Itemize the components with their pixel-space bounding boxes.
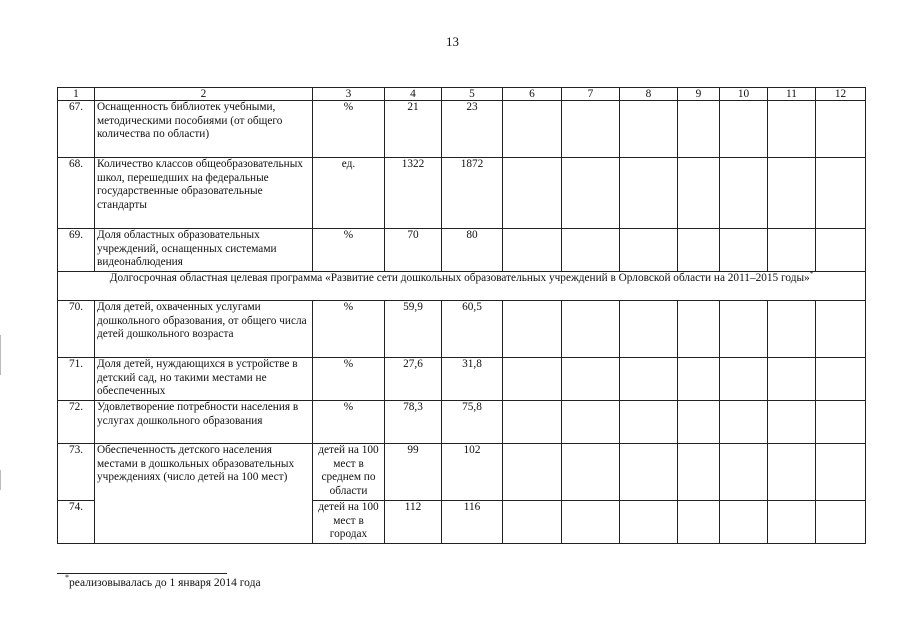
- empty-cell: [562, 501, 620, 544]
- table-row: [58, 301, 866, 358]
- empty-cell: [620, 101, 678, 158]
- empty-cell: [720, 444, 768, 501]
- empty-cell: [562, 101, 620, 158]
- value-col-4: 112: [385, 501, 442, 544]
- empty-cell: [768, 301, 816, 358]
- empty-cell: [816, 101, 866, 158]
- column-header: 2: [95, 88, 313, 101]
- empty-cell: [562, 229, 620, 272]
- indicator-name: Оснащенность библиотек учебными, методическими пособиями (от общего количества по области): [95, 101, 313, 158]
- column-header: 8: [620, 88, 678, 101]
- empty-cell: [503, 401, 562, 444]
- empty-cell: [816, 229, 866, 272]
- empty-cell: [768, 401, 816, 444]
- empty-cell: [768, 358, 816, 401]
- value-col-5: 116: [442, 501, 503, 544]
- value-col-4: 1322: [385, 158, 442, 229]
- empty-cell: [620, 444, 678, 501]
- column-header: 9: [678, 88, 720, 101]
- table-row: [58, 444, 866, 501]
- empty-cell: [678, 401, 720, 444]
- empty-cell: [720, 501, 768, 544]
- row-number: 69.: [58, 229, 95, 272]
- indicator-name: Доля детей, нуждающихся в устройстве в детский сад, но такими местами не обеспеченных: [95, 358, 313, 401]
- table-row: [58, 158, 866, 229]
- footnote-mark: *: [65, 573, 69, 582]
- indicator-unit: %: [313, 301, 385, 358]
- section-footnote-mark: *: [809, 270, 814, 279]
- value-col-4: 99: [385, 444, 442, 501]
- column-header: 1: [58, 88, 95, 101]
- empty-cell: [620, 358, 678, 401]
- empty-cell: [620, 158, 678, 229]
- empty-cell: [620, 229, 678, 272]
- value-col-4: 78,3: [385, 401, 442, 444]
- empty-cell: [503, 101, 562, 158]
- table-row: [58, 401, 866, 444]
- value-col-4: 59,9: [385, 301, 442, 358]
- value-col-5: 80: [442, 229, 503, 272]
- indicator-name: Доля областных образовательных учреждений, оснащенных системами видеонаблюдения: [95, 229, 313, 272]
- indicator-unit: %: [313, 101, 385, 158]
- table-row: [58, 101, 866, 158]
- column-header: 10: [720, 88, 768, 101]
- column-header: 11: [768, 88, 816, 101]
- value-col-5: 75,8: [442, 401, 503, 444]
- row-number: 73.: [58, 444, 95, 501]
- row-number: 71.: [58, 358, 95, 401]
- section-title-cell: [58, 272, 866, 301]
- empty-cell: [678, 301, 720, 358]
- row-number: 68.: [58, 158, 95, 229]
- empty-cell: [503, 444, 562, 501]
- empty-cell: [678, 158, 720, 229]
- value-col-5: 31,8: [442, 358, 503, 401]
- empty-cell: [503, 158, 562, 229]
- empty-cell: [768, 501, 816, 544]
- row-number: 72.: [58, 401, 95, 444]
- column-header: 7: [562, 88, 620, 101]
- empty-cell: [678, 358, 720, 401]
- value-col-4: 27,6: [385, 358, 442, 401]
- value-col-5: 23: [442, 101, 503, 158]
- scan-margin-mark: [0, 470, 1, 490]
- empty-cell: [678, 229, 720, 272]
- row-number: 70.: [58, 301, 95, 358]
- footnote-separator: [57, 573, 227, 574]
- empty-cell: [720, 158, 768, 229]
- section-title: Долгосрочная областная целевая программа «Развитие сети дошкольных образовательных учреждений в Орловской области на 2011–2015 годы»: [109, 272, 810, 284]
- empty-cell: [768, 101, 816, 158]
- indicator-unit: детей на 100 мест в среднем по области: [313, 444, 385, 501]
- section-row: [58, 272, 866, 301]
- empty-cell: [503, 229, 562, 272]
- empty-cell: [678, 444, 720, 501]
- empty-cell: [720, 101, 768, 158]
- empty-cell: [768, 229, 816, 272]
- value-col-4: 70: [385, 229, 442, 272]
- empty-cell: [620, 301, 678, 358]
- empty-cell: [816, 358, 866, 401]
- footnote-text: реализовывалась до 1 января 2014 года: [69, 577, 261, 589]
- empty-cell: [816, 301, 866, 358]
- row-number: 67.: [58, 101, 95, 158]
- indicator-name: Доля детей, охваченных услугами дошкольного образования, от общего числа детей дошкольного возраста: [95, 301, 313, 358]
- value-col-5: 102: [442, 444, 503, 501]
- empty-cell: [678, 101, 720, 158]
- page-number: 13: [446, 34, 459, 49]
- value-col-5: 1872: [442, 158, 503, 229]
- empty-cell: [816, 158, 866, 229]
- column-header: 5: [442, 88, 503, 101]
- empty-cell: [562, 158, 620, 229]
- empty-cell: [620, 501, 678, 544]
- empty-cell: [503, 501, 562, 544]
- indicators-table: [57, 87, 866, 544]
- column-header: 12: [816, 88, 866, 101]
- table-header-row: [58, 88, 866, 101]
- empty-cell: [720, 401, 768, 444]
- empty-cell: [720, 301, 768, 358]
- empty-cell: [503, 301, 562, 358]
- empty-cell: [503, 358, 562, 401]
- column-header: 6: [503, 88, 562, 101]
- indicator-unit: %: [313, 229, 385, 272]
- indicator-name: Обеспеченность детского населения местами в дошкольных образовательных учреждениях (число детей на 100 мест): [95, 444, 313, 544]
- indicator-unit: %: [313, 358, 385, 401]
- table-row: [58, 358, 866, 401]
- empty-cell: [768, 444, 816, 501]
- empty-cell: [562, 401, 620, 444]
- column-header: 3: [313, 88, 385, 101]
- indicator-unit: ед.: [313, 158, 385, 229]
- value-col-4: 21: [385, 101, 442, 158]
- empty-cell: [816, 401, 866, 444]
- empty-cell: [816, 444, 866, 501]
- empty-cell: [678, 501, 720, 544]
- empty-cell: [562, 444, 620, 501]
- indicator-unit: детей на 100 мест в городах: [313, 501, 385, 544]
- empty-cell: [562, 301, 620, 358]
- footnote: [65, 573, 261, 589]
- empty-cell: [720, 358, 768, 401]
- empty-cell: [720, 229, 768, 272]
- row-number: 74.: [58, 501, 95, 544]
- indicator-unit: %: [313, 401, 385, 444]
- column-header: 4: [385, 88, 442, 101]
- indicator-name: Удовлетворение потребности населения в услугах дошкольного образования: [95, 401, 313, 444]
- empty-cell: [768, 158, 816, 229]
- empty-cell: [562, 358, 620, 401]
- indicator-name: Количество классов общеобразовательных школ, перешедших на федеральные государственные образовательные стандарты: [95, 158, 313, 229]
- table-row: [58, 229, 866, 272]
- scan-margin-mark: [0, 335, 1, 375]
- empty-cell: [816, 501, 866, 544]
- value-col-5: 60,5: [442, 301, 503, 358]
- empty-cell: [620, 401, 678, 444]
